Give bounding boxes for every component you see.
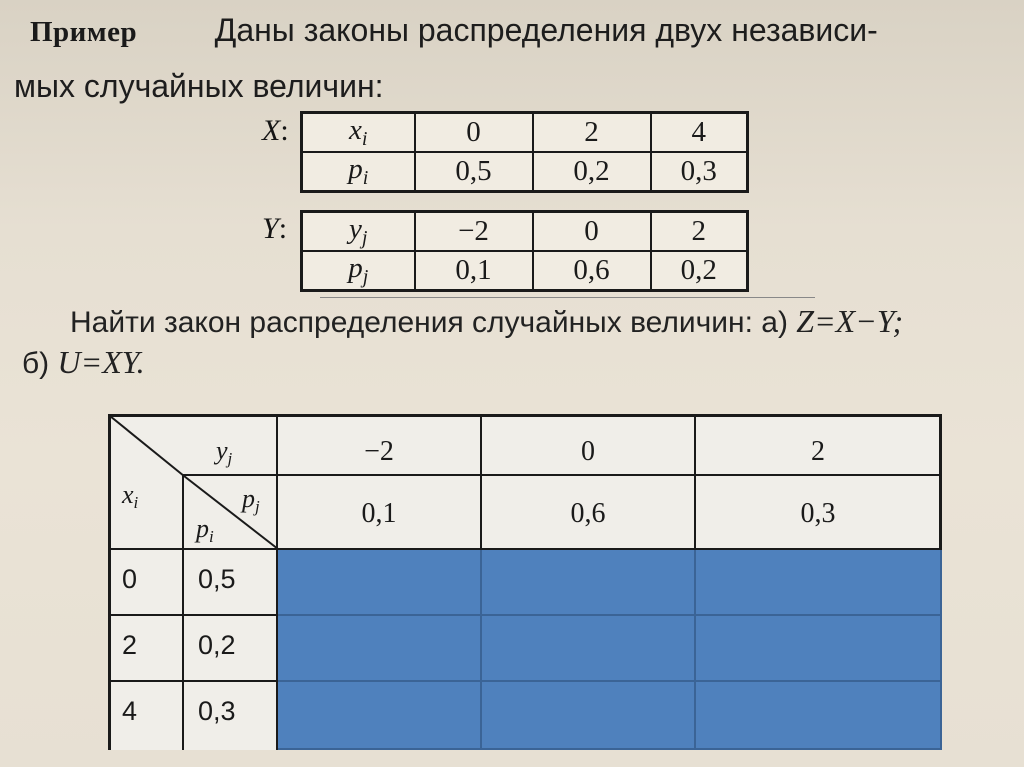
answer-cell [278, 682, 482, 750]
table-cell: 4 [651, 113, 748, 153]
x-variable-label: X: [262, 114, 289, 147]
table-row [302, 212, 748, 252]
table-cell: 0,2 [533, 152, 651, 192]
divider-rule [320, 297, 815, 298]
example-label: Пример [30, 16, 138, 48]
table-cell: 0,3 [651, 152, 748, 192]
table-border-right [939, 414, 942, 554]
y-prob-header: 0,1 [361, 498, 397, 529]
row-label-yj: $y_j$ [302, 212, 415, 252]
table-cell: 0,2 [651, 251, 748, 291]
joint-distribution-table [108, 414, 942, 750]
table-cell: 0 [533, 212, 651, 252]
row-label-pi: $p_i$ [302, 152, 415, 192]
table-row [302, 251, 748, 291]
answer-cell [696, 682, 942, 750]
x-prob-cell: 0,3 [198, 696, 236, 726]
x-prob-cell: 0,5 [198, 564, 236, 594]
row-label-pj: $p_j$ [302, 251, 415, 291]
row-line-2 [108, 680, 278, 682]
heading-line-1 [30, 10, 878, 52]
answer-cell [482, 550, 696, 616]
answer-cell [696, 616, 942, 682]
table-cell: 0,6 [533, 251, 651, 291]
corner-pj-label: $p_j$ [242, 484, 260, 516]
y-variable-label: Y: [262, 212, 288, 245]
y-value-header: 2 [811, 436, 825, 467]
heading-text: Даны законы распределения двух независи- [214, 12, 878, 48]
table-cell: −2 [415, 212, 533, 252]
table-cell: 2 [651, 212, 748, 252]
x-value-cell: 0 [122, 564, 138, 594]
distribution-table-y [300, 210, 749, 292]
question-line-2: б) U=XY. [22, 344, 145, 380]
question-line-1: Найти закон распределения случайных величин: а) Z=X−Y; [70, 303, 904, 339]
distribution-table-x [300, 111, 749, 193]
formula-u: U=XY. [57, 344, 145, 380]
table-cell: 0,1 [415, 251, 533, 291]
table-cell: 0 [415, 113, 533, 153]
heading-line-2: мых случайных величин: [14, 68, 384, 104]
answer-cell [482, 682, 696, 750]
corner-yj-label: $y_j$ [216, 436, 233, 468]
x-prob-cell: 0,2 [198, 630, 236, 660]
table-row [302, 152, 748, 192]
header-divider [278, 474, 942, 476]
formula-z: Z=X−Y; [796, 303, 904, 339]
row-line-1 [108, 614, 278, 616]
table-cell: 0,5 [415, 152, 533, 192]
x-value-cell: 2 [122, 630, 138, 660]
x-value-cell: 4 [122, 696, 138, 726]
answer-cell [482, 616, 696, 682]
answer-cell [278, 616, 482, 682]
y-value-header: −2 [364, 436, 394, 467]
answer-cell [278, 550, 482, 616]
y-prob-header: 0,3 [800, 498, 836, 529]
corner-pi-label: $p_i$ [196, 514, 214, 546]
table-cell: 2 [533, 113, 651, 153]
corner-xi-label: $x_i$ [122, 480, 139, 512]
row-label-xi: $x_i$ [302, 113, 415, 153]
y-value-header: 0 [581, 436, 595, 467]
answer-cell [696, 550, 942, 616]
y-prob-header: 0,6 [570, 498, 606, 529]
table-row [302, 113, 748, 153]
